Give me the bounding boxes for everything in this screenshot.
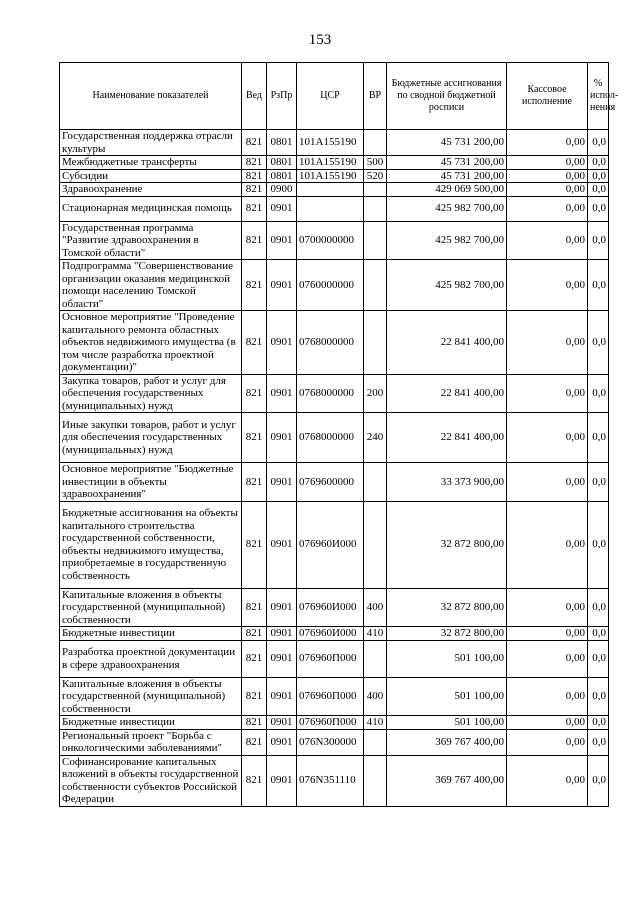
cell-ved: 821 — [242, 627, 267, 641]
cell-cash: 0,00 — [507, 677, 588, 716]
cell-budget: 45 731 200,00 — [387, 156, 507, 170]
table-row — [60, 183, 609, 197]
header-csr: ЦСР — [297, 63, 364, 130]
cell-cash: 0,00 — [507, 311, 588, 375]
cell-budget: 369 767 400,00 — [387, 755, 507, 806]
cell-budget: 425 982 700,00 — [387, 260, 507, 311]
cell-budget: 33 373 900,00 — [387, 463, 507, 502]
cell-pct: 0,0 — [588, 729, 609, 755]
cell-vr — [364, 311, 387, 375]
table-row — [60, 413, 609, 463]
cell-pct: 0,0 — [588, 627, 609, 641]
cell-cash: 0,00 — [507, 755, 588, 806]
cell-csr — [297, 196, 364, 221]
cell-name: Иные закупки товаров, работ и услуг для обеспечения государственных (муниципальных) нужд — [60, 413, 242, 463]
cell-vr: 410 — [364, 627, 387, 641]
cell-cash: 0,00 — [507, 260, 588, 311]
cell-csr: 076960И000 — [297, 588, 364, 627]
cell-csr: 076N351110 — [297, 755, 364, 806]
cell-name: Межбюджетные трансферты — [60, 156, 242, 170]
page-number: 153 — [308, 32, 332, 48]
cell-pct: 0,0 — [588, 677, 609, 716]
cell-cash: 0,00 — [507, 413, 588, 463]
cell-pct: 0,0 — [588, 196, 609, 221]
cell-pct: 0,0 — [588, 183, 609, 197]
cell-csr: 076960И000 — [297, 501, 364, 588]
table-row — [60, 260, 609, 311]
cell-rzpr: 0901 — [267, 729, 297, 755]
table-row — [60, 627, 609, 641]
cell-pct: 0,0 — [588, 588, 609, 627]
cell-csr: 076N300000 — [297, 729, 364, 755]
cell-name: Государственная программа "Развитие здравоохранения в Томской области" — [60, 221, 242, 260]
cell-budget: 22 841 400,00 — [387, 374, 507, 413]
table-row — [60, 374, 609, 413]
table-row — [60, 196, 609, 221]
cell-pct: 0,0 — [588, 755, 609, 806]
cell-rzpr: 0901 — [267, 463, 297, 502]
header-rzpr: РзПр — [267, 63, 297, 130]
table-row — [60, 311, 609, 375]
cell-budget: 22 841 400,00 — [387, 311, 507, 375]
cell-budget: 369 767 400,00 — [387, 729, 507, 755]
cell-rzpr: 0801 — [267, 169, 297, 183]
header-budget: Бюджетные ассигнования по сводной бюджетной росписи — [387, 63, 507, 130]
cell-rzpr: 0901 — [267, 196, 297, 221]
cell-rzpr: 0901 — [267, 413, 297, 463]
cell-name: Основное мероприятие "Бюджетные инвестиции в объекты здравоохранения" — [60, 463, 242, 502]
cell-name: Закупка товаров, работ и услуг для обеспечения государственных (муниципальных) нужд — [60, 374, 242, 413]
cell-csr: 0769600000 — [297, 463, 364, 502]
header-ved: Вед — [242, 63, 267, 130]
cell-ved: 821 — [242, 311, 267, 375]
table-row — [60, 588, 609, 627]
cell-vr: 520 — [364, 169, 387, 183]
cell-cash: 0,00 — [507, 169, 588, 183]
cell-csr: 101A155190 — [297, 130, 364, 156]
cell-ved: 821 — [242, 196, 267, 221]
cell-name: Субсидии — [60, 169, 242, 183]
cell-rzpr: 0901 — [267, 640, 297, 677]
cell-budget: 22 841 400,00 — [387, 413, 507, 463]
cell-csr: 076960П000 — [297, 640, 364, 677]
cell-rzpr: 0801 — [267, 156, 297, 170]
cell-pct: 0,0 — [588, 374, 609, 413]
cell-vr: 500 — [364, 156, 387, 170]
cell-ved: 821 — [242, 260, 267, 311]
cell-ved: 821 — [242, 588, 267, 627]
cell-name: Бюджетные инвестиции — [60, 627, 242, 641]
header-cash: Кассовое исполнение — [507, 63, 588, 130]
header-pct: % испол- нения — [588, 63, 609, 130]
cell-ved: 821 — [242, 183, 267, 197]
cell-ved: 821 — [242, 463, 267, 502]
cell-name: Софинансирование капитальных вложений в объекты государственной собственности субъектов Российской Федерации — [60, 755, 242, 806]
cell-budget: 425 982 700,00 — [387, 221, 507, 260]
cell-rzpr: 0901 — [267, 755, 297, 806]
cell-name: Государственная поддержка отрасли культуры — [60, 130, 242, 156]
cell-vr: 400 — [364, 677, 387, 716]
cell-csr: 0768000000 — [297, 374, 364, 413]
cell-rzpr: 0901 — [267, 260, 297, 311]
cell-pct: 0,0 — [588, 311, 609, 375]
cell-budget: 501 100,00 — [387, 677, 507, 716]
table-row — [60, 677, 609, 716]
cell-pct: 0,0 — [588, 260, 609, 311]
cell-cash: 0,00 — [507, 729, 588, 755]
cell-budget: 501 100,00 — [387, 640, 507, 677]
table-row — [60, 169, 609, 183]
table-row — [60, 501, 609, 588]
cell-vr — [364, 755, 387, 806]
cell-csr: 0700000000 — [297, 221, 364, 260]
cell-vr — [364, 221, 387, 260]
header-name: Наименование показателей — [60, 63, 242, 130]
cell-pct: 0,0 — [588, 413, 609, 463]
cell-vr — [364, 501, 387, 588]
cell-vr — [364, 260, 387, 311]
cell-cash: 0,00 — [507, 221, 588, 260]
cell-cash: 0,00 — [507, 196, 588, 221]
cell-budget: 425 982 700,00 — [387, 196, 507, 221]
cell-ved: 821 — [242, 169, 267, 183]
cell-ved: 821 — [242, 716, 267, 730]
cell-vr — [364, 463, 387, 502]
cell-pct: 0,0 — [588, 501, 609, 588]
cell-pct: 0,0 — [588, 716, 609, 730]
cell-rzpr: 0900 — [267, 183, 297, 197]
cell-cash: 0,00 — [507, 130, 588, 156]
cell-csr: 0768000000 — [297, 311, 364, 375]
cell-cash: 0,00 — [507, 183, 588, 197]
cell-csr — [297, 183, 364, 197]
table-row — [60, 729, 609, 755]
header-vr: ВР — [364, 63, 387, 130]
table-row — [60, 640, 609, 677]
cell-cash: 0,00 — [507, 627, 588, 641]
cell-ved: 821 — [242, 755, 267, 806]
cell-vr — [364, 196, 387, 221]
cell-name: Здравоохранение — [60, 183, 242, 197]
cell-vr — [364, 183, 387, 197]
cell-rzpr: 0801 — [267, 130, 297, 156]
cell-cash: 0,00 — [507, 640, 588, 677]
cell-cash: 0,00 — [507, 156, 588, 170]
cell-rzpr: 0901 — [267, 627, 297, 641]
cell-rzpr: 0901 — [267, 588, 297, 627]
cell-ved: 821 — [242, 156, 267, 170]
cell-vr: 200 — [364, 374, 387, 413]
cell-rzpr: 0901 — [267, 677, 297, 716]
cell-vr — [364, 729, 387, 755]
table-header-row — [60, 63, 609, 130]
cell-csr: 076960И000 — [297, 627, 364, 641]
cell-name: Бюджетные инвестиции — [60, 716, 242, 730]
table-row — [60, 156, 609, 170]
cell-budget: 32 872 800,00 — [387, 501, 507, 588]
cell-ved: 821 — [242, 729, 267, 755]
cell-name: Бюджетные ассигнования на объекты капитального строительства государственной собственности, объекты недвижимого имущества, приобретаемые в государственную собственность — [60, 501, 242, 588]
cell-vr — [364, 130, 387, 156]
cell-rzpr: 0901 — [267, 311, 297, 375]
cell-budget: 429 069 500,00 — [387, 183, 507, 197]
cell-csr: 0768000000 — [297, 413, 364, 463]
cell-ved: 821 — [242, 221, 267, 260]
cell-name: Капитальные вложения в объекты государственной (муниципальной) собственности — [60, 588, 242, 627]
cell-pct: 0,0 — [588, 640, 609, 677]
cell-name: Региональный проект "Борьба с онкологическими заболеваниями" — [60, 729, 242, 755]
table-row — [60, 716, 609, 730]
cell-csr: 076960П000 — [297, 677, 364, 716]
cell-vr: 410 — [364, 716, 387, 730]
table-row — [60, 130, 609, 156]
cell-name: Разработка проектной документации в сфере здравоохранения — [60, 640, 242, 677]
cell-csr: 0760000000 — [297, 260, 364, 311]
cell-vr: 400 — [364, 588, 387, 627]
cell-budget: 45 731 200,00 — [387, 169, 507, 183]
cell-cash: 0,00 — [507, 501, 588, 588]
cell-name: Основное мероприятие "Проведение капитального ремонта областных объектов недвижимого имущества (в том числе разработка проектной документации)" — [60, 311, 242, 375]
cell-cash: 0,00 — [507, 463, 588, 502]
cell-ved: 821 — [242, 640, 267, 677]
cell-pct: 0,0 — [588, 221, 609, 260]
cell-csr: 101A155190 — [297, 156, 364, 170]
cell-pct: 0,0 — [588, 169, 609, 183]
cell-ved: 821 — [242, 130, 267, 156]
cell-rzpr: 0901 — [267, 221, 297, 260]
cell-name: Подпрограмма "Совершенствование организации оказания медицинской помощи населению Томской области" — [60, 260, 242, 311]
cell-ved: 821 — [242, 413, 267, 463]
cell-budget: 32 872 800,00 — [387, 588, 507, 627]
table-row — [60, 221, 609, 260]
cell-rzpr: 0901 — [267, 501, 297, 588]
cell-csr: 101A155190 — [297, 169, 364, 183]
cell-name: Капитальные вложения в объекты государственной (муниципальной) собственности — [60, 677, 242, 716]
cell-ved: 821 — [242, 501, 267, 588]
table-row — [60, 755, 609, 806]
cell-cash: 0,00 — [507, 374, 588, 413]
budget-table — [59, 62, 619, 807]
cell-pct: 0,0 — [588, 130, 609, 156]
cell-pct: 0,0 — [588, 156, 609, 170]
table-row — [60, 463, 609, 502]
cell-cash: 0,00 — [507, 716, 588, 730]
cell-budget: 501 100,00 — [387, 716, 507, 730]
cell-ved: 821 — [242, 374, 267, 413]
cell-budget: 45 731 200,00 — [387, 130, 507, 156]
cell-vr: 240 — [364, 413, 387, 463]
cell-rzpr: 0901 — [267, 374, 297, 413]
cell-vr — [364, 640, 387, 677]
cell-rzpr: 0901 — [267, 716, 297, 730]
cell-pct: 0,0 — [588, 463, 609, 502]
cell-name: Стационарная медицинская помощь — [60, 196, 242, 221]
cell-cash: 0,00 — [507, 588, 588, 627]
cell-csr: 076960П000 — [297, 716, 364, 730]
cell-ved: 821 — [242, 677, 267, 716]
cell-budget: 32 872 800,00 — [387, 627, 507, 641]
